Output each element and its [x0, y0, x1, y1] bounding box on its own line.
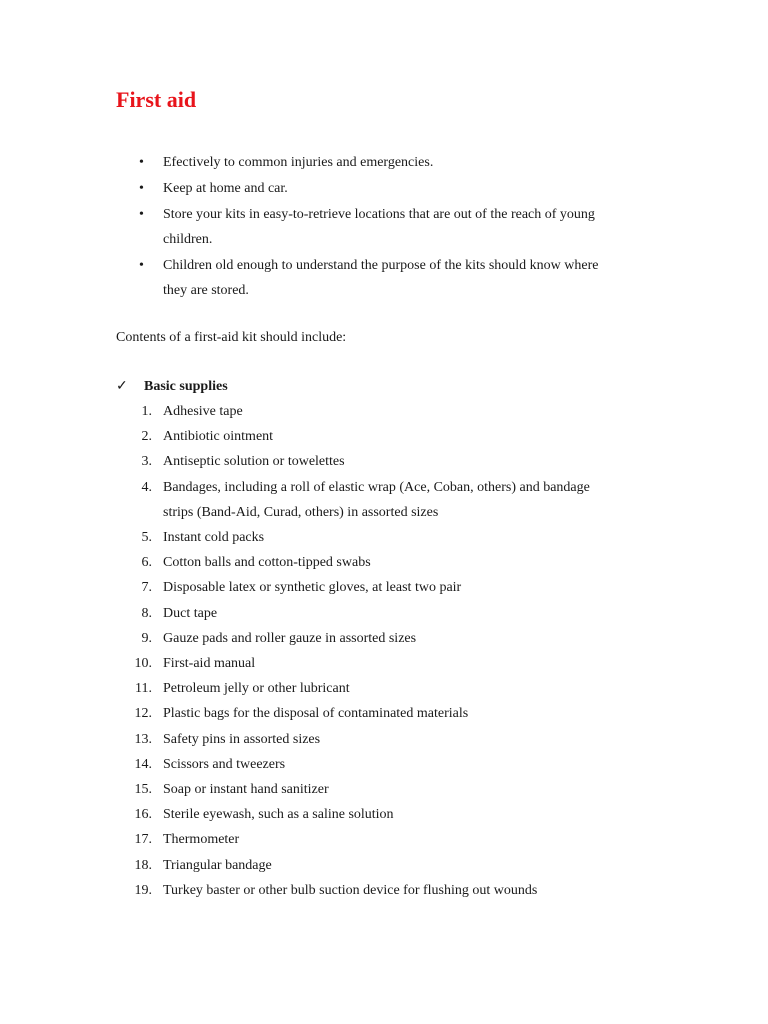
list-item-text: Instant cold packs: [163, 530, 265, 546]
list-item-number: 14.: [134, 756, 152, 772]
list-item-text: Duct tape: [163, 605, 218, 621]
list-item-text: Petroleum jelly or other lubricant: [163, 681, 350, 697]
bullet-text-line: they are stored.: [163, 283, 249, 298]
list-item-number: 19.: [134, 882, 152, 898]
supplies-list: [116, 399, 676, 903]
list-item-number: 17.: [134, 832, 152, 848]
list-item-text: Antiseptic solution or towelettes: [163, 454, 345, 470]
list-item: [116, 424, 676, 449]
bullet-item: [116, 202, 676, 252]
list-item-text: Disposable latex or synthetic gloves, at least two pair: [163, 580, 462, 596]
bullet-list: [116, 150, 676, 304]
bullet-text-line: Children old enough to understand the purpose of the kits should know where: [163, 258, 599, 273]
list-item: [116, 601, 676, 626]
list-item: [116, 802, 676, 827]
list-item-text: Soap or instant hand sanitizer: [163, 782, 329, 798]
list-item-number: 18.: [134, 857, 152, 873]
bullet-icon: •: [139, 155, 144, 170]
checkmark-icon: ✓: [116, 379, 128, 394]
list-item: [116, 550, 676, 575]
bullet-icon: •: [139, 258, 144, 273]
list-item: [116, 827, 676, 852]
list-item-text: Cotton balls and cotton-tipped swabs: [163, 555, 371, 571]
list-item-text: Gauze pads and roller gauze in assorted sizes: [163, 630, 417, 646]
list-item: [116, 525, 676, 550]
bullet-item: [116, 176, 676, 201]
list-item-number: 3.: [141, 454, 152, 470]
bullet-text-line: Store your kits in easy-to-retrieve locations that are out of the reach of young: [163, 207, 595, 222]
list-item: [116, 752, 676, 777]
bullet-text-line: Efectively to common injuries and emergencies.: [163, 155, 434, 170]
list-item: [116, 777, 676, 802]
list-item: [116, 575, 676, 600]
list-item-number: 8.: [141, 605, 152, 621]
list-item-number: 7.: [141, 580, 152, 596]
list-item-number: 6.: [141, 555, 152, 571]
list-item-text: Scissors and tweezers: [163, 756, 286, 772]
list-item: [116, 449, 676, 474]
list-item: [116, 727, 676, 752]
bullet-text-line: children.: [163, 232, 213, 247]
section-label: Basic supplies: [144, 379, 228, 394]
list-item-text: Sterile eyewash, such as a saline solution: [163, 807, 394, 823]
list-item-text: Antibiotic ointment: [163, 429, 274, 445]
list-item-number: 13.: [134, 731, 152, 747]
bullet-icon: •: [139, 207, 144, 222]
list-item-number: 5.: [141, 530, 152, 546]
list-item: [116, 626, 676, 651]
list-item-number: 10.: [134, 656, 152, 672]
list-item: [116, 475, 676, 525]
list-item-number: 4.: [141, 479, 152, 495]
list-item-text: Thermometer: [163, 832, 240, 848]
list-item-number: 15.: [134, 782, 152, 798]
list-item-text: Safety pins in assorted sizes: [163, 731, 321, 747]
list-item-number: 2.: [141, 429, 152, 445]
list-item-number: 16.: [134, 807, 152, 823]
list-item-text: Turkey baster or other bulb suction device for flushing out wounds: [163, 882, 538, 898]
list-item: [116, 701, 676, 726]
list-item: [116, 676, 676, 701]
list-item: [116, 651, 676, 676]
section-heading: [116, 377, 228, 397]
list-item-text: First-aid manual: [163, 656, 256, 672]
bullet-text-line: Keep at home and car.: [163, 181, 288, 196]
bullet-item: [116, 253, 676, 303]
list-item-text: Plastic bags for the disposal of contaminated materials: [163, 706, 469, 722]
bullet-item: [116, 150, 676, 175]
intro-text: Contents of a first-aid kit should include:: [116, 330, 347, 345]
list-item: [116, 853, 676, 878]
list-item-number: 1.: [141, 404, 152, 419]
list-item-text: Bandages, including a roll of elastic wrap (Ace, Coban, others) and bandage: [163, 479, 590, 495]
list-item: [116, 878, 676, 903]
list-item-text: strips (Band-Aid, Curad, others) in assorted sizes: [163, 504, 439, 520]
list-item: [116, 399, 676, 424]
list-item-number: 11.: [135, 681, 152, 697]
list-item-number: 9.: [141, 630, 152, 646]
list-item-number: 12.: [134, 706, 152, 722]
bullet-icon: •: [139, 181, 144, 196]
list-item-text: Adhesive tape: [163, 404, 243, 419]
list-item-text: Triangular bandage: [163, 857, 272, 873]
page-title: First aid: [116, 87, 197, 112]
